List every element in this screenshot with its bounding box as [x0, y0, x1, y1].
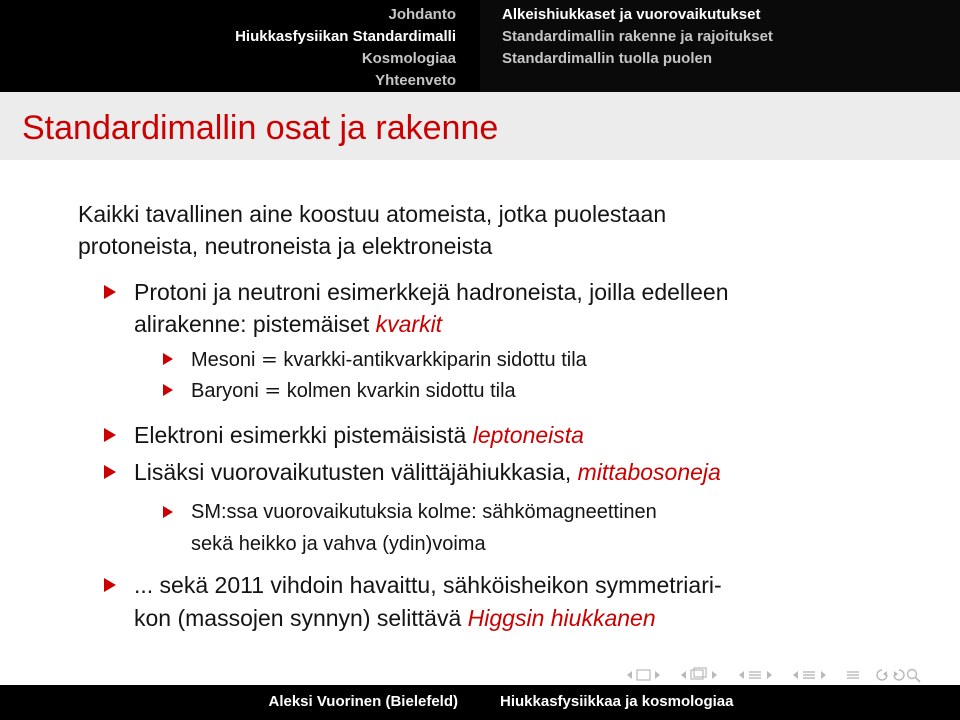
bullet-2: [134, 419, 584, 451]
bullet-icon: [104, 465, 116, 479]
intro-line-1: Kaikki tavallinen aine koostuu atomeista, jotka puolestaan: [78, 201, 667, 227]
nav-section-yhteenveto[interactable]: Yhteenveto: [375, 72, 456, 89]
page-title: Standardimallin osat ja rakenne: [22, 109, 499, 147]
nav-section-standardimalli[interactable]: Hiukkasfysiikan Standardimalli: [235, 28, 456, 45]
nav-subsection-controls[interactable]: [738, 668, 778, 682]
term-kvarkit: kvarkit: [375, 311, 443, 337]
nav-search[interactable]: [874, 667, 924, 683]
nav-frame-controls[interactable]: [626, 668, 666, 682]
nav-subsection-alkeishiukkaset[interactable]: Alkeishiukkaset ja vuorovaikutukset: [502, 6, 761, 23]
appendix-icon: [846, 668, 860, 682]
sub-bullet-mesoni: [191, 344, 587, 375]
bullet-3: [134, 456, 721, 488]
bullet-1-line-2: [134, 308, 442, 340]
nav-section-kosmologiaa[interactable]: Kosmologiaa: [361, 50, 456, 67]
sub-bullet-icon: [163, 353, 173, 365]
slide-nav-icon: [680, 667, 724, 683]
footer-talk-title: Hiukkasfysiikkaa ja kosmologiaa: [480, 685, 960, 720]
nav-section-johdanto[interactable]: Johdanto: [388, 6, 456, 23]
bullet-icon: [104, 285, 116, 299]
sub1-text-pre: Mesoni: [191, 349, 262, 371]
nav-subsection-rakenne[interactable]: Standardimallin rakenne ja rajoitukset: [502, 28, 773, 45]
bullet-4-line-2: [134, 602, 656, 634]
bullet-4-text: kon (massojen synnyn) selittävä: [134, 605, 468, 631]
section-nav: [0, 0, 480, 92]
nav-subsection-tuolla-puolen[interactable]: Standardimallin tuolla puolen: [502, 50, 713, 67]
beamer-nav-symbols: [626, 667, 924, 683]
term-leptoneista: leptoneista: [472, 422, 584, 448]
footer: [0, 685, 960, 720]
footer-author: Aleksi Vuorinen (Bielefeld): [0, 685, 480, 720]
subsection-nav: [480, 0, 960, 92]
sub-bullet-vuorovaikutukset-1: SM:ssa vuorovaikutuksia kolme: sähkömagneettinen: [191, 501, 657, 523]
nav-section-controls[interactable]: [792, 668, 832, 682]
sub2-equals: =: [264, 378, 282, 402]
sub-bullet-baryoni: [191, 375, 516, 406]
header-nav: [0, 0, 960, 92]
intro-line-2: protoneista, neutroneista ja elektroneista: [78, 233, 493, 259]
sub1-text-post: kvarkki-antikvarkkiparin sidottu tila: [277, 349, 587, 371]
term-higgsin-hiukkanen: Higgsin hiukkanen: [467, 605, 656, 631]
nav-appendix[interactable]: [846, 668, 860, 682]
frame-nav-icon: [626, 668, 666, 682]
frame-title-bar: [0, 92, 960, 160]
sub-bullet-icon: [163, 506, 173, 518]
sub2-text-pre: Baryoni: [191, 380, 265, 402]
bullet-4-line-1: ... sekä 2011 vihdoin havaittu, sähköisheikon symmetriari-: [134, 572, 722, 598]
bullet-icon: [104, 578, 116, 592]
sub1-equals: =: [261, 347, 278, 371]
back-forward-search-icon: [874, 667, 924, 683]
sub-bullet-vuorovaikutukset-2: sekä heikko ja vahva (ydin)voima: [191, 533, 486, 555]
bullet-1-text: alirakenne: pistemäiset: [134, 311, 376, 337]
term-mittabosoneja: mittabosoneja: [577, 459, 721, 485]
bullet-1-line-1: Protoni ja neutroni esimerkkejä hadroneista, joilla edelleen: [134, 279, 729, 305]
subsection-nav-icon: [738, 668, 778, 682]
bullet-2-text: Elektroni esimerkki pistemäisistä: [134, 422, 473, 448]
section-nav-icon: [792, 668, 832, 682]
sub-bullet-icon: [163, 384, 173, 396]
nav-slide-controls[interactable]: [680, 667, 724, 683]
bullet-icon: [104, 428, 116, 442]
bullet-3-text: Lisäksi vuorovaikutusten välittäjähiukkasia,: [134, 459, 578, 485]
sub2-text-post: kolmen kvarkin sidottu tila: [281, 380, 516, 402]
